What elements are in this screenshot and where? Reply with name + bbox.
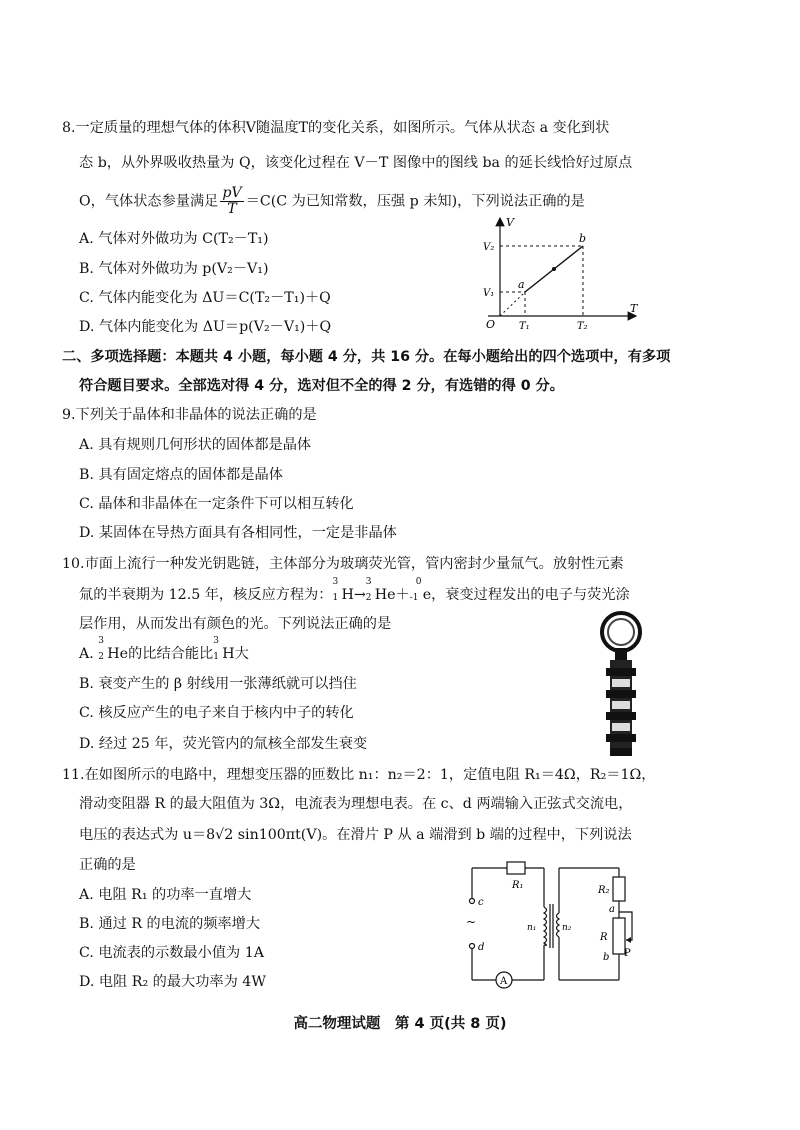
q8-fraction-denominator: T [227, 201, 237, 217]
option-a-helium-symbol: He [107, 646, 129, 662]
q10-stem-line-2 [79, 577, 630, 605]
reaction-plus: ＋ [395, 587, 410, 603]
keychain-window-1 [612, 679, 630, 687]
keychain-band-1 [606, 668, 636, 676]
q11-stem-line-3: 电压的表达式为 u＝8√2 sin100πt(V)。在滑片 P 从 a 端滑到 b 端的过程中，下列说法 [79, 827, 632, 843]
q11-option-b[interactable]: B. 通过 R 的电流的频率增大 [79, 916, 261, 932]
origin-label: O [486, 318, 496, 331]
q9-option-b[interactable]: B. 具有固定熔点的固体都是晶体 [79, 467, 283, 483]
section-2-header-line-1: 二、多项选择题：本题共 4 小题，每小题 4 分，共 16 分。在每小题给出的四个选项中，有多项 [62, 349, 671, 365]
q10-stem-line-2-pre: 氚的半衰期为 12.5 年，核反应方程为： [79, 587, 333, 603]
resistor-r2 [613, 877, 625, 901]
nuclide-tritium [332, 577, 354, 605]
q8-fraction [220, 186, 243, 217]
v1-label: V₁ [483, 288, 495, 299]
label-n1: n₁ [527, 923, 537, 933]
keychain-window-3 [612, 723, 630, 731]
label-c: c [478, 897, 484, 908]
option-a-tritium-mass: 3 [213, 636, 219, 646]
keychain-band-2 [606, 690, 636, 698]
q10-option-a-prefix: A. [79, 646, 94, 662]
keychain-base [610, 748, 632, 756]
extension-line [500, 292, 525, 316]
keychain-image [592, 608, 650, 760]
label-r1: R₁ [512, 880, 524, 891]
q10-stem-line-1: 10.市面上流行一种发光钥匙链，主体部分为玻璃荧光管，管内密封少量氚气。放射性元素 [62, 556, 624, 572]
q8-stem-line-1: 8.一定质量的理想气体的体积V随温度T的变化关系，如图所示。气体从状态 a 变化到状 [62, 120, 610, 136]
nuclide-electron [409, 577, 432, 605]
keychain-band-4 [606, 734, 636, 742]
page-footer: 高二物理试题 第 4 页(共 8 页) [293, 1016, 507, 1032]
option-a-helium-mass: 3 [98, 636, 105, 646]
q9-stem: 9.下列关于晶体和非晶体的说法正确的是 [62, 407, 317, 423]
helium-charge-number: 2 [365, 593, 372, 603]
q10-option-b[interactable]: B. 衰变产生的 β 射线用一张薄纸就可以挡住 [79, 676, 357, 692]
option-a-helium [98, 636, 129, 664]
keychain-ring-inner [608, 619, 634, 645]
primary-coil [544, 907, 547, 945]
v2-label: V₂ [483, 242, 495, 253]
option-a-helium-charge: 2 [98, 652, 105, 662]
electron-charge-number: -1 [409, 593, 419, 603]
q9-option-d[interactable]: D. 某固体在导热方面具有各相同性，一定是非晶体 [79, 525, 397, 541]
q9-option-c[interactable]: C. 晶体和非晶体在一定条件下可以相互转化 [79, 496, 354, 512]
resistor-r1 [507, 862, 525, 874]
point-a-label: a [518, 278, 525, 291]
tritium-symbol: H [341, 587, 354, 603]
q11-stem-line-2: 滑动变阻器 R 的最大阻值为 3Ω，电流表为理想电表。在 c、d 两端输入正弦式交流电， [79, 796, 633, 812]
q8-option-c[interactable]: C. 气体内能变化为 ΔU＝C(T₂－T₁)＋Q [79, 290, 331, 306]
q11-option-c[interactable]: C. 电流表的示数最小值为 1A [79, 945, 265, 961]
label-r: R [600, 932, 608, 943]
helium-symbol: He [374, 587, 396, 603]
label-tilde: ~ [466, 915, 477, 929]
tritium-charge-number: 1 [332, 593, 339, 603]
q10-stem-line-2-post: ，衰变过程发出的电子与荧光涂 [431, 587, 630, 603]
keychain-window-2 [612, 701, 630, 709]
label-ammeter: A [500, 976, 508, 987]
terminal-d [470, 944, 475, 949]
vt-graph [478, 212, 648, 340]
helium-mass-number: 3 [365, 577, 372, 587]
option-a-tritium-symbol: H [222, 646, 235, 662]
q8-stem-line-2: 态 b，从外界吸收热量为 Q，该变化过程在 V－T 图像中的图线 ba 的延长线恰好过原点 [79, 155, 633, 171]
reaction-arrow: → [353, 587, 366, 603]
v-axis-label: V [506, 216, 514, 229]
q10-option-a-suffix: 大 [234, 646, 249, 662]
q11-option-d[interactable]: D. 电阻 R₂ 的最大功率为 4W [79, 974, 266, 990]
electron-mass-number: 0 [415, 577, 422, 587]
q11-option-a[interactable]: A. 电阻 R₁ 的功率一直增大 [79, 887, 252, 903]
q8-option-d[interactable]: D. 气体内能变化为 ΔU＝p(V₂－V₁)＋Q [79, 319, 332, 335]
q10-option-d[interactable]: D. 经过 25 年，荧光管内的氚核全部发生衰变 [79, 736, 368, 752]
q11-stem-line-1: 11.在如图所示的电路中，理想变压器的匝数比 n₁：n₂＝2：1，定值电阻 R₁＝4Ω，R₂＝1Ω， [62, 767, 656, 783]
q9-option-a[interactable]: A. 具有规则几何形状的固体都是晶体 [79, 437, 312, 453]
slider-p-arrow[interactable] [626, 937, 631, 943]
q11-stem-line-4: 正确的是 [79, 857, 136, 873]
q10-option-c[interactable]: C. 核反应产生的电子来自于核内中子的转化 [79, 705, 354, 721]
label-a: a [609, 904, 615, 915]
label-d: d [478, 942, 485, 953]
point-b-label: b [579, 232, 587, 245]
section-2-header-line-2: 符合题目要求。全部选对得 4 分，选对但不全的得 2 分，有选错的得 0 分。 [79, 378, 564, 394]
t2-label: T₂ [577, 321, 588, 332]
label-p: P [624, 948, 631, 959]
option-a-tritium [213, 636, 235, 664]
direction-dot [552, 267, 556, 271]
q8-option-b[interactable]: B. 气体对外做功为 p(V₂－V₁) [79, 261, 269, 277]
t1-label: T₁ [519, 321, 530, 332]
electron-symbol: e [422, 587, 432, 603]
q10-option-a[interactable] [79, 636, 249, 664]
q10-option-a-middle: 的比结合能比 [128, 646, 214, 662]
keychain-band-3 [606, 712, 636, 720]
q10-stem-line-3: 层作用，从而发出有颜色的光。下列说法正确的是 [79, 616, 392, 632]
q8-stem-line-3-post: ＝C(C 为已知常数，压强 p 未知)，下列说法正确的是 [245, 193, 585, 210]
label-r2: R₂ [598, 885, 610, 896]
t-axis-label: T [630, 302, 638, 315]
q8-fraction-numerator: pV [222, 185, 242, 201]
secondary-coil [557, 913, 560, 937]
tritium-mass-number: 3 [332, 577, 339, 587]
circuit-diagram [462, 860, 647, 995]
q8-stem-line-3-pre: O，气体状态参量满足 [79, 193, 219, 210]
keychain-cap [615, 648, 627, 660]
q8-option-a[interactable]: A. 气体对外做功为 C(T₂－T₁) [79, 231, 269, 247]
label-n2: n₂ [562, 923, 572, 933]
terminal-c [470, 899, 475, 904]
option-a-tritium-charge: 1 [213, 652, 219, 662]
nuclide-helium [365, 577, 396, 605]
label-b: b [603, 952, 610, 963]
